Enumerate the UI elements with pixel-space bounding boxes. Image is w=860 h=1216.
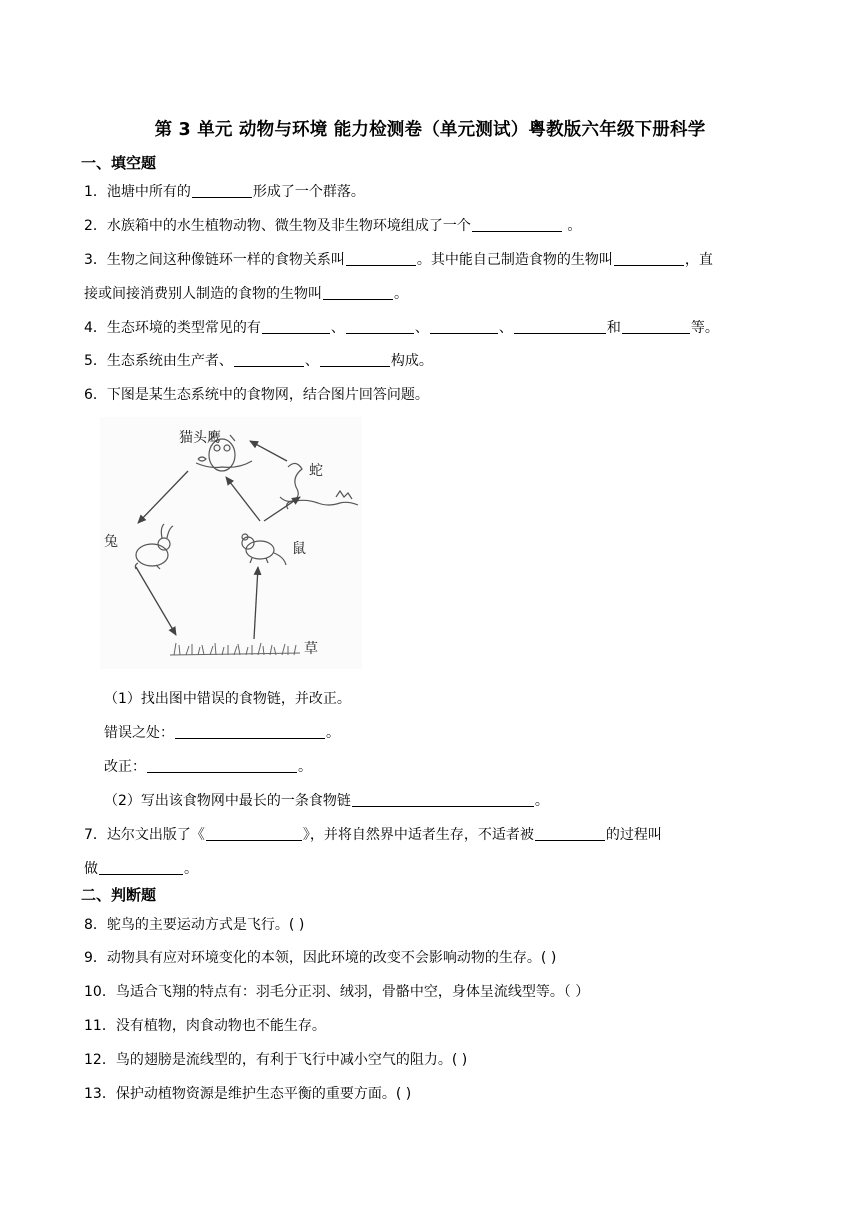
question-13: 13．保护动植物资源是维护生态平衡的重要方面。( ) <box>84 1086 412 1102</box>
answer-blank[interactable] <box>514 319 606 334</box>
answer-blank[interactable] <box>99 860 183 875</box>
question-text: 做 <box>84 861 98 877</box>
question-2 <box>84 215 581 235</box>
question-3 <box>84 249 713 269</box>
answer-blank[interactable] <box>472 217 562 232</box>
question-6-error-line <box>104 722 340 742</box>
question-9: 9．动物具有应对环境变化的本领，因此环境的改变不会影响动物的生存。( ) <box>84 950 557 966</box>
answer-blank[interactable] <box>234 352 304 367</box>
question-1 <box>84 181 365 201</box>
question-6-part-1: （1）找出图中错误的食物链，并改正。 <box>104 691 351 707</box>
answer-blank[interactable] <box>192 183 252 198</box>
question-text: 。 <box>184 861 198 877</box>
question-text: 4．生态环境的类型常见的有 <box>84 320 261 336</box>
question-text: 。 <box>326 725 340 741</box>
answer-blank[interactable] <box>430 319 498 334</box>
question-text: 》，并将自然界中适者生存，不适者被 <box>302 827 534 843</box>
label-rabbit: 兔 <box>104 534 118 550</box>
section-fill-heading: 一、填空题 <box>81 154 157 172</box>
question-8: 8．鸵鸟的主要运动方式是飞行。( ) <box>84 917 305 933</box>
question-5 <box>84 350 433 370</box>
answer-blank[interactable] <box>622 319 690 334</box>
question-text: 改正： <box>104 759 146 775</box>
question-6-fix-line <box>104 756 312 776</box>
answer-blank[interactable] <box>320 352 390 367</box>
question-text: 的过程叫 <box>605 827 662 843</box>
question-text: （2）写出该食物网中最长的一条食物链 <box>104 793 351 809</box>
question-text: 等。 <box>690 320 719 336</box>
question-11: 11．没有植物，肉食动物也不能生存。 <box>84 1018 326 1034</box>
answer-blank[interactable] <box>346 251 416 266</box>
question-10: 10．鸟适合飞翔的特点有：羽毛分正羽、绒羽，骨骼中空，身体呈流线型等。（ ） <box>84 984 590 1000</box>
food-web-diagram <box>100 417 362 669</box>
food-web-figure <box>100 417 362 669</box>
answer-blank[interactable] <box>262 319 330 334</box>
question-3-continued <box>84 283 408 303</box>
separator: 、 <box>498 320 513 336</box>
label-owl: 猫头鹰 <box>179 430 221 446</box>
separator: 、 <box>414 320 429 336</box>
answer-blank[interactable] <box>147 758 297 773</box>
question-12: 12．鸟的翅膀是流线型的，有利于飞行中减小空气的阻力。( ) <box>84 1052 468 1068</box>
question-7 <box>84 824 662 844</box>
question-text: 1．池塘中所有的 <box>84 184 191 200</box>
question-text: 错误之处： <box>104 725 174 741</box>
answer-blank[interactable] <box>346 319 414 334</box>
question-text: 。 <box>394 286 408 302</box>
question-text: 2．水族箱中的水生植物动物、微生物及非生物环境组成了一个 <box>84 218 471 234</box>
section-judge-heading: 二、判断题 <box>81 886 157 904</box>
page-title: 第 3 单元 动物与环境 能力检测卷（单元测试）粤教版六年级下册科学 <box>154 120 706 140</box>
question-text: 构成。 <box>390 353 433 369</box>
question-text: 和 <box>606 320 621 336</box>
answer-blank[interactable] <box>323 285 393 300</box>
answer-blank[interactable] <box>206 826 302 841</box>
question-text: 7．达尔文出版了《 <box>84 827 205 843</box>
question-text: 5．生态系统由生产者、 <box>84 353 233 369</box>
separator: 、 <box>330 320 345 336</box>
question-7-continued <box>84 858 198 878</box>
separator: 、 <box>304 353 319 369</box>
answer-blank[interactable] <box>614 251 684 266</box>
question-text: 接或间接消费别人制造的食物的生物叫 <box>84 286 322 302</box>
question-text: 。 <box>562 218 582 234</box>
question-text: ，直 <box>684 252 713 268</box>
question-4 <box>84 317 719 337</box>
question-6-part-2 <box>104 790 549 810</box>
label-snake: 蛇 <box>309 463 323 479</box>
label-grass: 草 <box>304 641 318 657</box>
question-text: 。其中能自己制造食物的生物叫 <box>416 252 613 268</box>
question-text: 3．生物之间这种像链环一样的食物关系叫 <box>84 252 345 268</box>
question-6: 6．下图是某生态系统中的食物网，结合图片回答问题。 <box>84 387 429 403</box>
answer-blank[interactable] <box>175 724 325 739</box>
answer-blank[interactable] <box>535 826 605 841</box>
label-mouse: 鼠 <box>292 541 306 557</box>
question-text: 。 <box>534 793 549 809</box>
answer-blank[interactable] <box>352 792 534 807</box>
question-text: 形成了一个群落。 <box>252 184 365 200</box>
question-text: 。 <box>298 759 312 775</box>
